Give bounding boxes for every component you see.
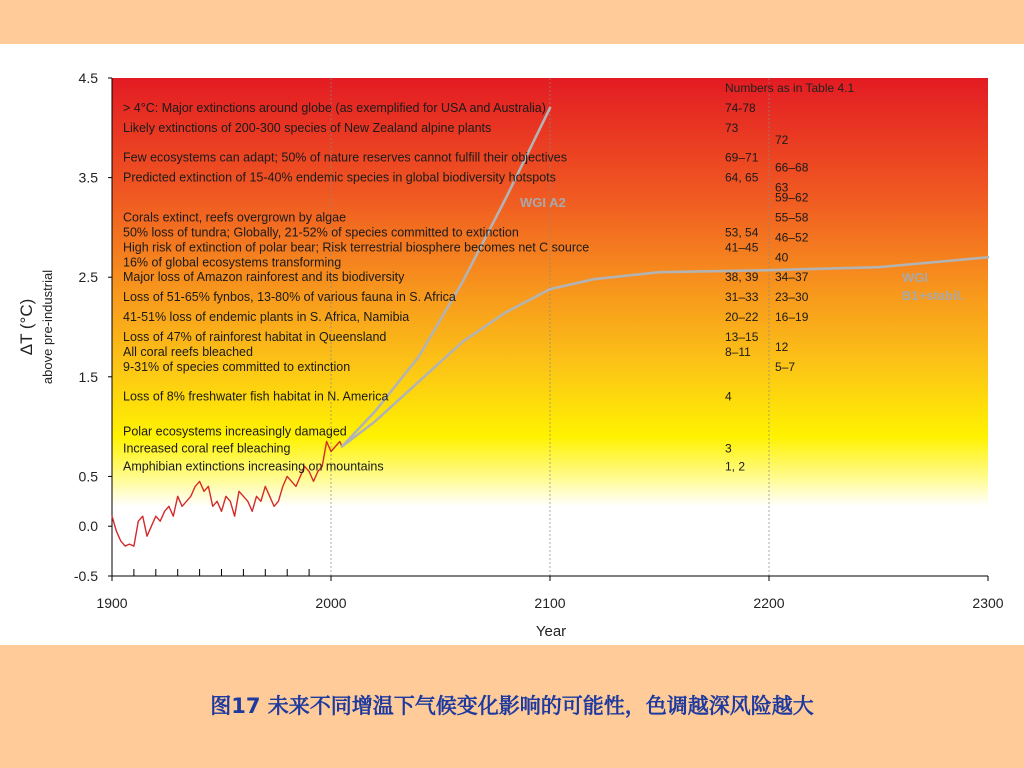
x-tick-label: 2300	[972, 595, 1004, 611]
impact-number: 13–15	[725, 329, 759, 344]
impact-annotation: 41-51% loss of endemic plants in S. Africa, Namibia	[123, 310, 410, 325]
impact-annotation: High risk of extinction of polar bear; Risk terrestrial biosphere becomes net C source	[123, 240, 590, 255]
x-tick-label: 2100	[534, 595, 566, 611]
annotations-header: Numbers as in Table 4.1	[725, 81, 855, 95]
figure-caption: 图17 未来不同增温下气候变化影响的可能性，色调越深风险越大	[210, 694, 814, 718]
impact-number-right: 66–68	[775, 160, 809, 175]
impact-number: 31–33	[725, 290, 759, 305]
x-axis-label: Year	[535, 623, 567, 640]
impact-annotation: Major loss of Amazon rainforest and its biodiversity	[123, 270, 405, 285]
impact-annotation: Increased coral reef bleaching	[123, 441, 291, 456]
impact-annotation: > 4°C: Major extinctions around globe (as exemplified for USA and Australia)	[123, 100, 546, 115]
impact-number: 4	[725, 389, 732, 404]
series-label-a2: WGI A2	[520, 195, 566, 210]
impact-annotation: All coral reefs bleached	[123, 344, 253, 359]
x-tick-labels	[96, 576, 1003, 611]
y-tick-label: 2.5	[78, 269, 98, 286]
impact-number: 38, 39	[725, 270, 759, 285]
impact-number-right: 72	[775, 132, 789, 147]
y-tick-label: 1.5	[78, 368, 98, 385]
impact-number-right: 40	[775, 250, 789, 265]
y-tick-label: 3.5	[78, 169, 98, 186]
y-tick-label: 4.5	[78, 70, 98, 86]
impact-number: 1, 2	[725, 459, 746, 474]
impact-annotation: 50% loss of tundra; Globally, 21-52% of species committed to extinction	[123, 225, 519, 240]
x-tick-label: 2000	[315, 595, 347, 611]
y-axis-label: ΔT (°C)	[17, 298, 36, 356]
x-tick-label: 1900	[96, 595, 128, 611]
impact-number-right: 5–7	[775, 359, 796, 374]
y-tick-label: 0.5	[78, 468, 98, 485]
y-axis-sublabel: above pre-industrial	[40, 269, 55, 385]
impact-annotation: Loss of 51-65% fynbos, 13-80% of various fauna in S. Africa	[123, 290, 456, 305]
impact-number-right: 34–37	[775, 270, 809, 285]
y-tick-label: 0.0	[78, 518, 98, 535]
impact-number-right: 55–58	[775, 210, 809, 225]
series-label-b1-line2: B1+stabil.	[902, 288, 964, 303]
impact-number-right: 16–19	[775, 310, 809, 325]
impact-number: 8–11	[725, 344, 751, 359]
impact-annotation: Corals extinct, reefs overgrown by algae	[123, 210, 347, 225]
impact-annotation: Loss of 47% of rainforest habitat in Queensland	[123, 329, 387, 344]
impact-number-right: 59–62	[775, 190, 809, 205]
impact-number: 74-78	[725, 100, 756, 115]
series-label-b1-line1: WGI	[902, 270, 928, 285]
impact-annotation: 9-31% of species committed to extinction	[123, 359, 351, 374]
impact-annotation: Predicted extinction of 15-40% endemic species in global biodiversity hotspots	[123, 170, 556, 185]
impact-annotation: Amphibian extinctions increasing on mountains	[123, 459, 384, 474]
impact-annotation: Few ecosystems can adapt; 50% of nature reserves cannot fulfill their objectives	[123, 150, 567, 165]
impact-annotation: Loss of 8% freshwater fish habitat in N. America	[123, 389, 389, 404]
impact-number: 64, 65	[725, 170, 759, 185]
y-tick-labels	[74, 70, 112, 584]
impact-number: 73	[725, 120, 739, 135]
impact-number: 20–22	[725, 310, 759, 325]
y-tick-label: -0.5	[73, 568, 98, 584]
impact-annotation: 16% of global ecosystems transforming	[123, 255, 342, 270]
impact-number: 53, 54	[725, 225, 759, 240]
impact-number-right: 12	[775, 339, 789, 354]
x-tick-label: 2200	[753, 595, 785, 611]
impact-number-right: 23–30	[775, 290, 809, 305]
impact-number: 3	[725, 441, 732, 456]
impact-annotation: Polar ecosystems increasingly damaged	[123, 424, 347, 439]
impact-number-right: 46–52	[775, 230, 809, 245]
impact-number-right: 63	[775, 180, 789, 195]
impact-annotation: Likely extinctions of 200-300 species of New Zealand alpine plants	[123, 120, 492, 135]
impact-number: 69–71	[725, 150, 759, 165]
impact-number: 41–45	[725, 240, 759, 255]
